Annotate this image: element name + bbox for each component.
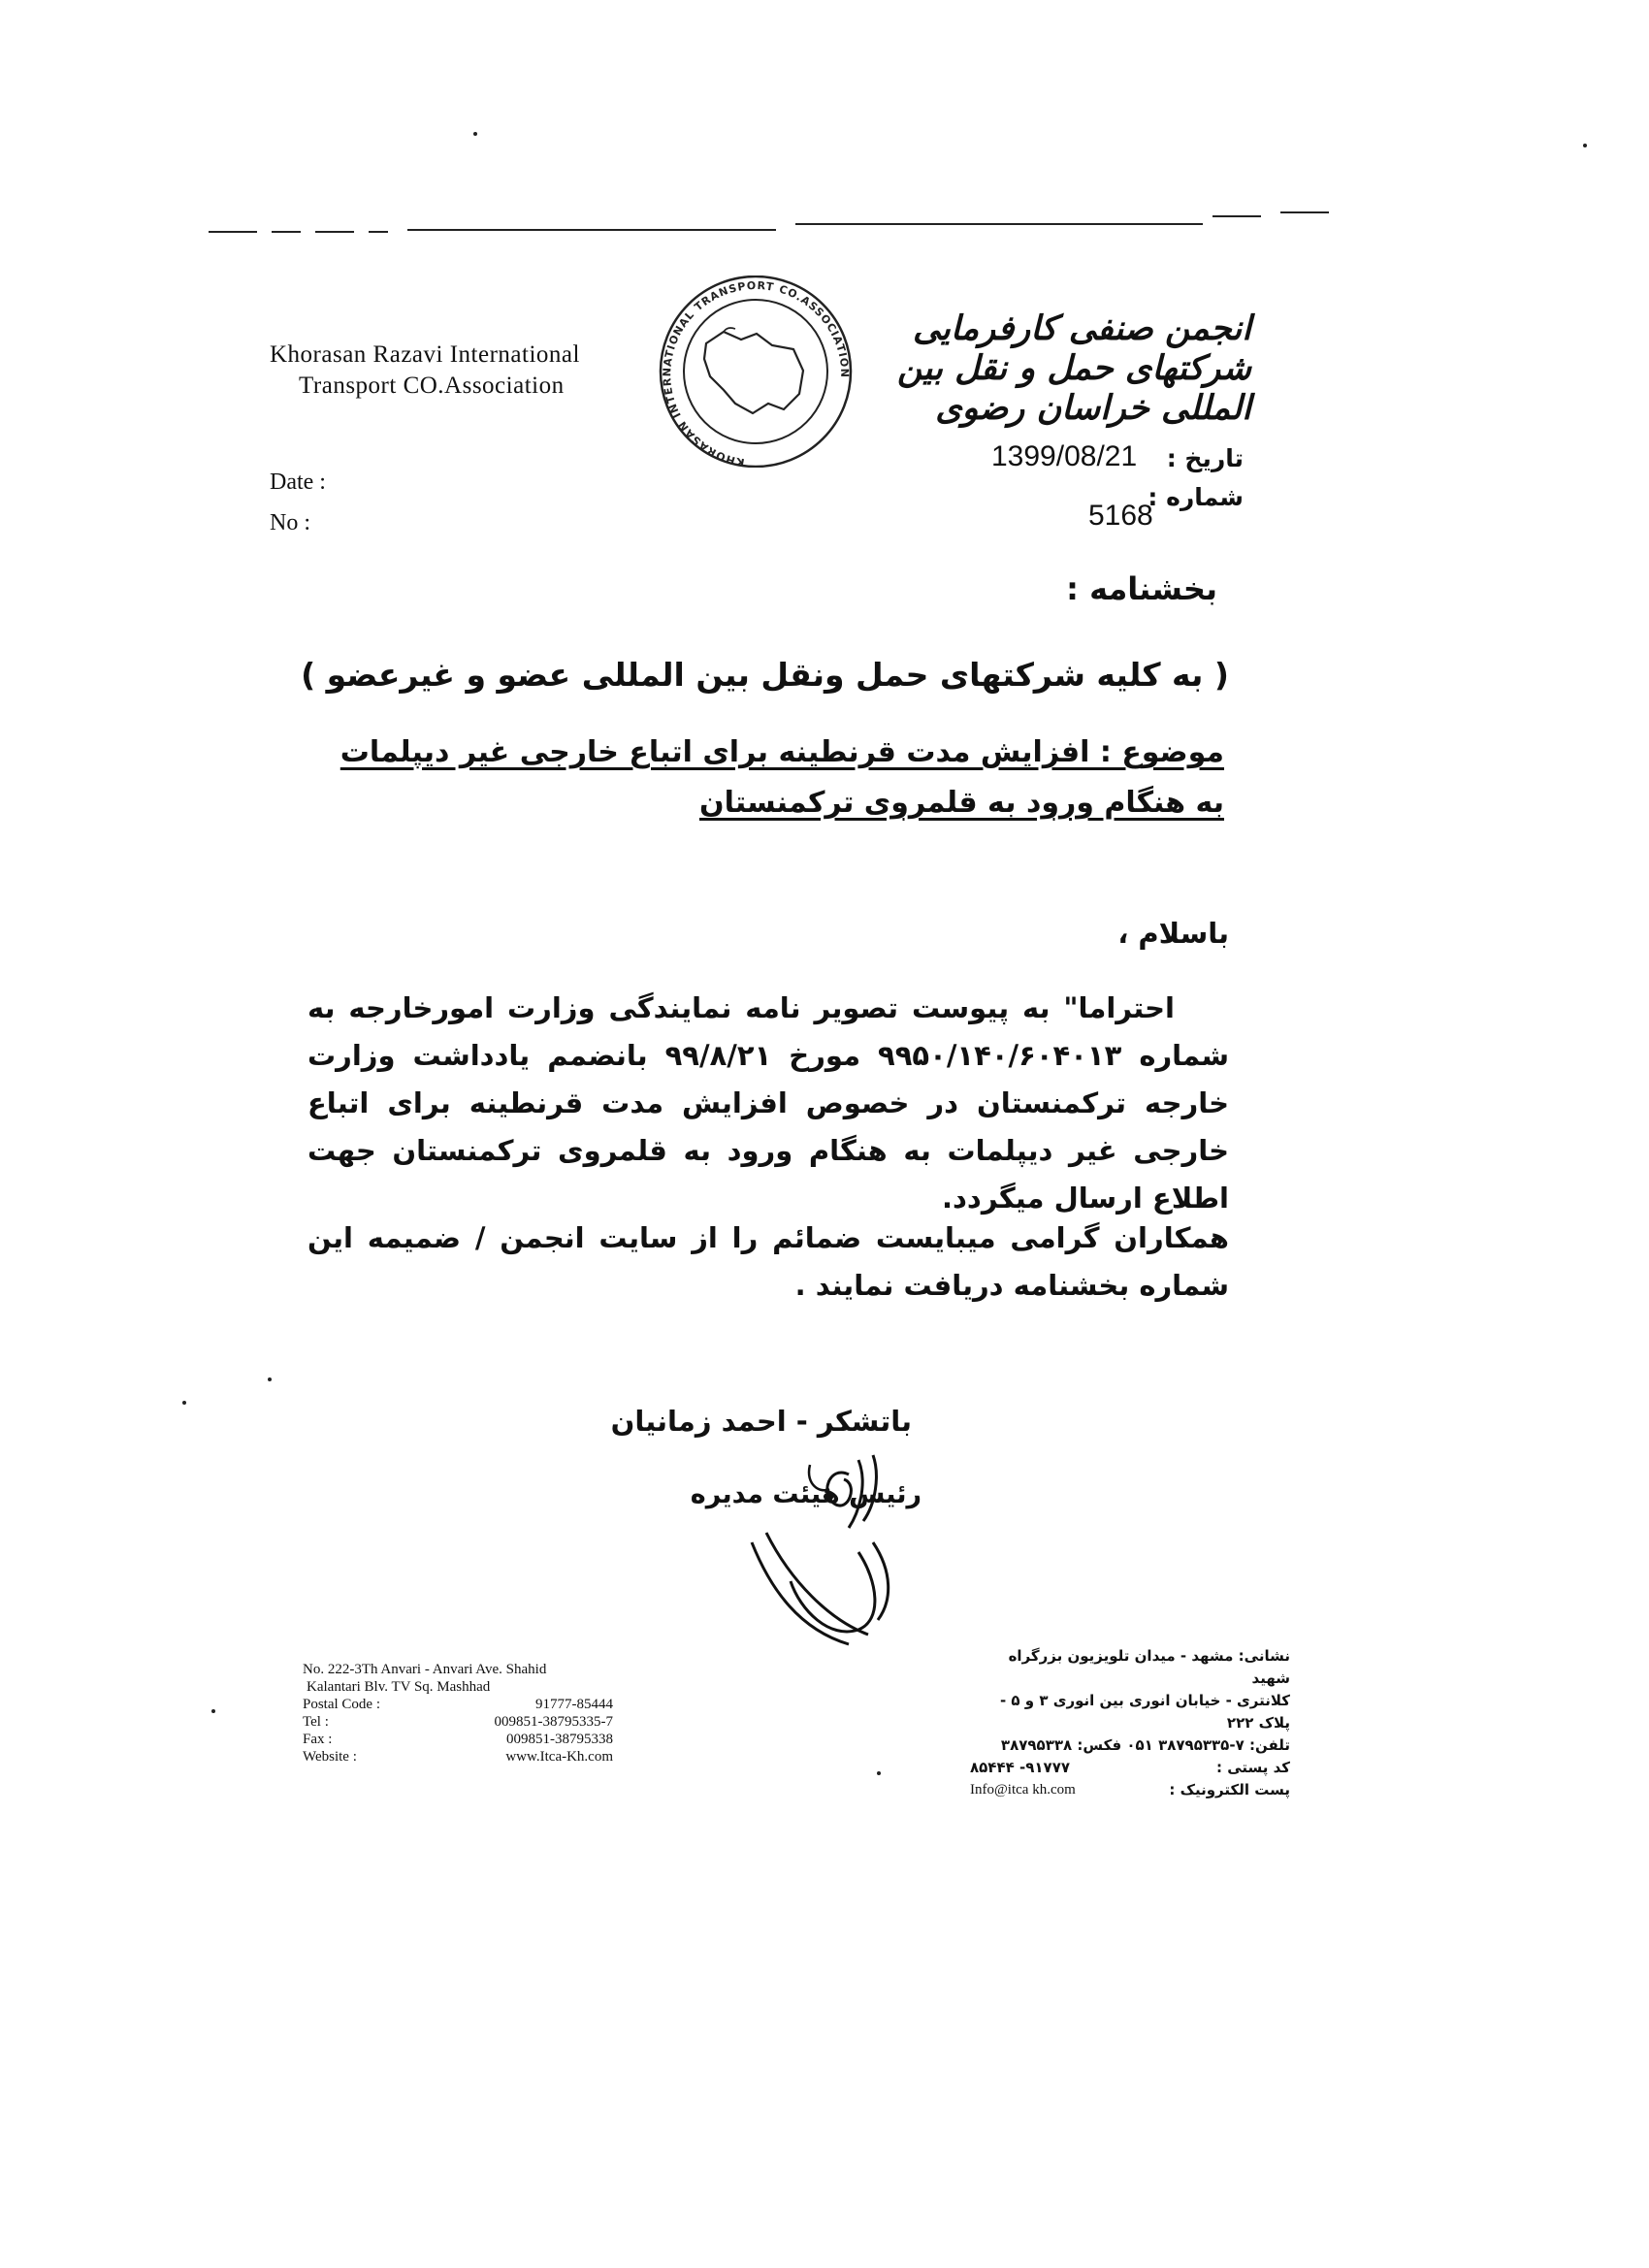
circular-title: بخشنامه :: [1066, 570, 1217, 607]
footer-tel-value: 009851-38795335-7: [494, 1714, 613, 1730]
scan-speck: [211, 1709, 215, 1713]
footer-fa-address-line2: کلانتری - خیابان انوری بین انوری ۳ و ۵ - پلاک ۲۲۲: [999, 1692, 1290, 1732]
number-label-english: No :: [270, 510, 310, 535]
footer-website-label: Website :: [303, 1749, 357, 1765]
number-label-persian: شماره :: [1148, 483, 1244, 511]
footer-fa-email-label: پست الکترونیک :: [1169, 1781, 1290, 1798]
body-paragraph-1-text: احتراما" به پیوست تصویر نامه نمایندگی وزارت امورخارجه به شماره ۹۹۵۰/۱۴۰/۶۰۴۰۱۳ مورخ ۹۹/۸/۲۱ بانضمم یادداشت وزارت خارجه ترکمنستان در خصوص افزایش مدت قرنطینه برای اتباع خارجی غیر دیپلمات به هنگام ورود به قلمروی ترکمنستان جهت اطلاع ارسال میگردد.: [307, 991, 1229, 1215]
top-rule-segment: [369, 231, 388, 233]
seal-text: KHORASAN INTERNATIONAL TRANSPORT CO.ASSOCIATION: [661, 278, 852, 468]
date-label-english: Date :: [270, 470, 326, 495]
subject-line: موضوع : افزایش مدت قرنطینه برای اتباع خارجی غیر دیپلمات به هنگام ورود به قلمروی ترکمنستان: [340, 735, 1224, 820]
date-label-persian: تاریخ :: [1166, 444, 1244, 472]
scan-speck: [877, 1771, 881, 1775]
org-name-english-line2: Transport CO.Association: [299, 373, 565, 399]
footer-postal-value: 91777-85444: [535, 1697, 613, 1712]
closing-thanks: باتشکر - احمد زمانیان: [610, 1405, 912, 1438]
scan-speck: [268, 1377, 272, 1381]
footer-tel-label: Tel :: [303, 1714, 329, 1730]
footer-fa-email-link[interactable]: Info@itca kh.com: [970, 1782, 1076, 1798]
body-paragraph-2: همکاران گرامی میبایست ضمائم را از سایت انجمن / ضمیمه این شماره بخشنامه دریافت نمایند .: [307, 1221, 1229, 1302]
footer-fa-postal-row: [970, 1757, 1290, 1779]
footer-fa-email-row: [970, 1779, 1290, 1801]
footer-website-row: [303, 1748, 613, 1766]
org-name-english-line1: Khorasan Razavi International: [270, 341, 580, 368]
association-seal-logo: [648, 275, 863, 468]
footer-fa-postal-value: ۹۱۷۷۷- ۸۵۴۴۴: [970, 1759, 1071, 1776]
footer-fax-label: Fax :: [303, 1732, 333, 1747]
footer-address-line1: No. 222-3Th Anvari - Anvari Ave. Shahid: [303, 1662, 547, 1677]
footer-fa-phone-line: تلفن: ۷-۳۸۷۹۵۳۳۵ ۰۵۱ فکس: ۳۸۷۹۵۳۳۸: [1000, 1736, 1290, 1754]
footer-website-link[interactable]: www.Itca-Kh.com: [505, 1749, 613, 1765]
signer-position: رئیس هیئت مدیره: [690, 1479, 922, 1509]
footer-fax-row: [303, 1731, 613, 1748]
footer-fax-value: 009851-38795338: [506, 1732, 613, 1747]
scan-speck: [1583, 144, 1587, 147]
footer-postal-label: Postal Code :: [303, 1697, 381, 1712]
org-name-english: [270, 340, 580, 402]
letter-date: 1399/08/21: [991, 440, 1138, 472]
top-rule-segment: [795, 223, 1203, 225]
greeting: باسلام ،: [1117, 917, 1229, 950]
top-rule-segment: [1280, 211, 1329, 213]
recipients-line: ( به کلیه شرکتهای حمل ونقل بین المللی عضو و غیرعضو ): [301, 656, 1229, 694]
footer-fa-address-line1: نشانی: مشهد - میدان تلویزیون بزرگراه شهید: [1008, 1647, 1290, 1687]
footer-fa-postal-label: کد پستی :: [1215, 1759, 1290, 1776]
handwritten-signature: [713, 1436, 926, 1669]
top-rule-segment: [407, 229, 776, 231]
scan-speck: [473, 132, 477, 136]
top-rule-segment: [209, 231, 257, 233]
body-paragraph-1: [307, 985, 1229, 1222]
footer-postal-row: [303, 1696, 613, 1713]
top-rule-segment: [1212, 215, 1261, 217]
footer-address-persian: [970, 1645, 1290, 1801]
top-rule-segment: [272, 231, 301, 233]
org-name-persian: انجمن صنفی کارفرمایی شرکتهای حمل و نقل بین المللی خراسان رضوی: [897, 308, 1251, 428]
footer-tel-row: [303, 1713, 613, 1731]
letter-number: 5168: [1088, 500, 1153, 532]
footer-address-line2: Kalantari Blv. TV Sq. Mashhad: [307, 1679, 491, 1695]
footer-address-english: [303, 1661, 613, 1766]
scan-speck: [182, 1401, 186, 1405]
top-rule-segment: [315, 231, 354, 233]
